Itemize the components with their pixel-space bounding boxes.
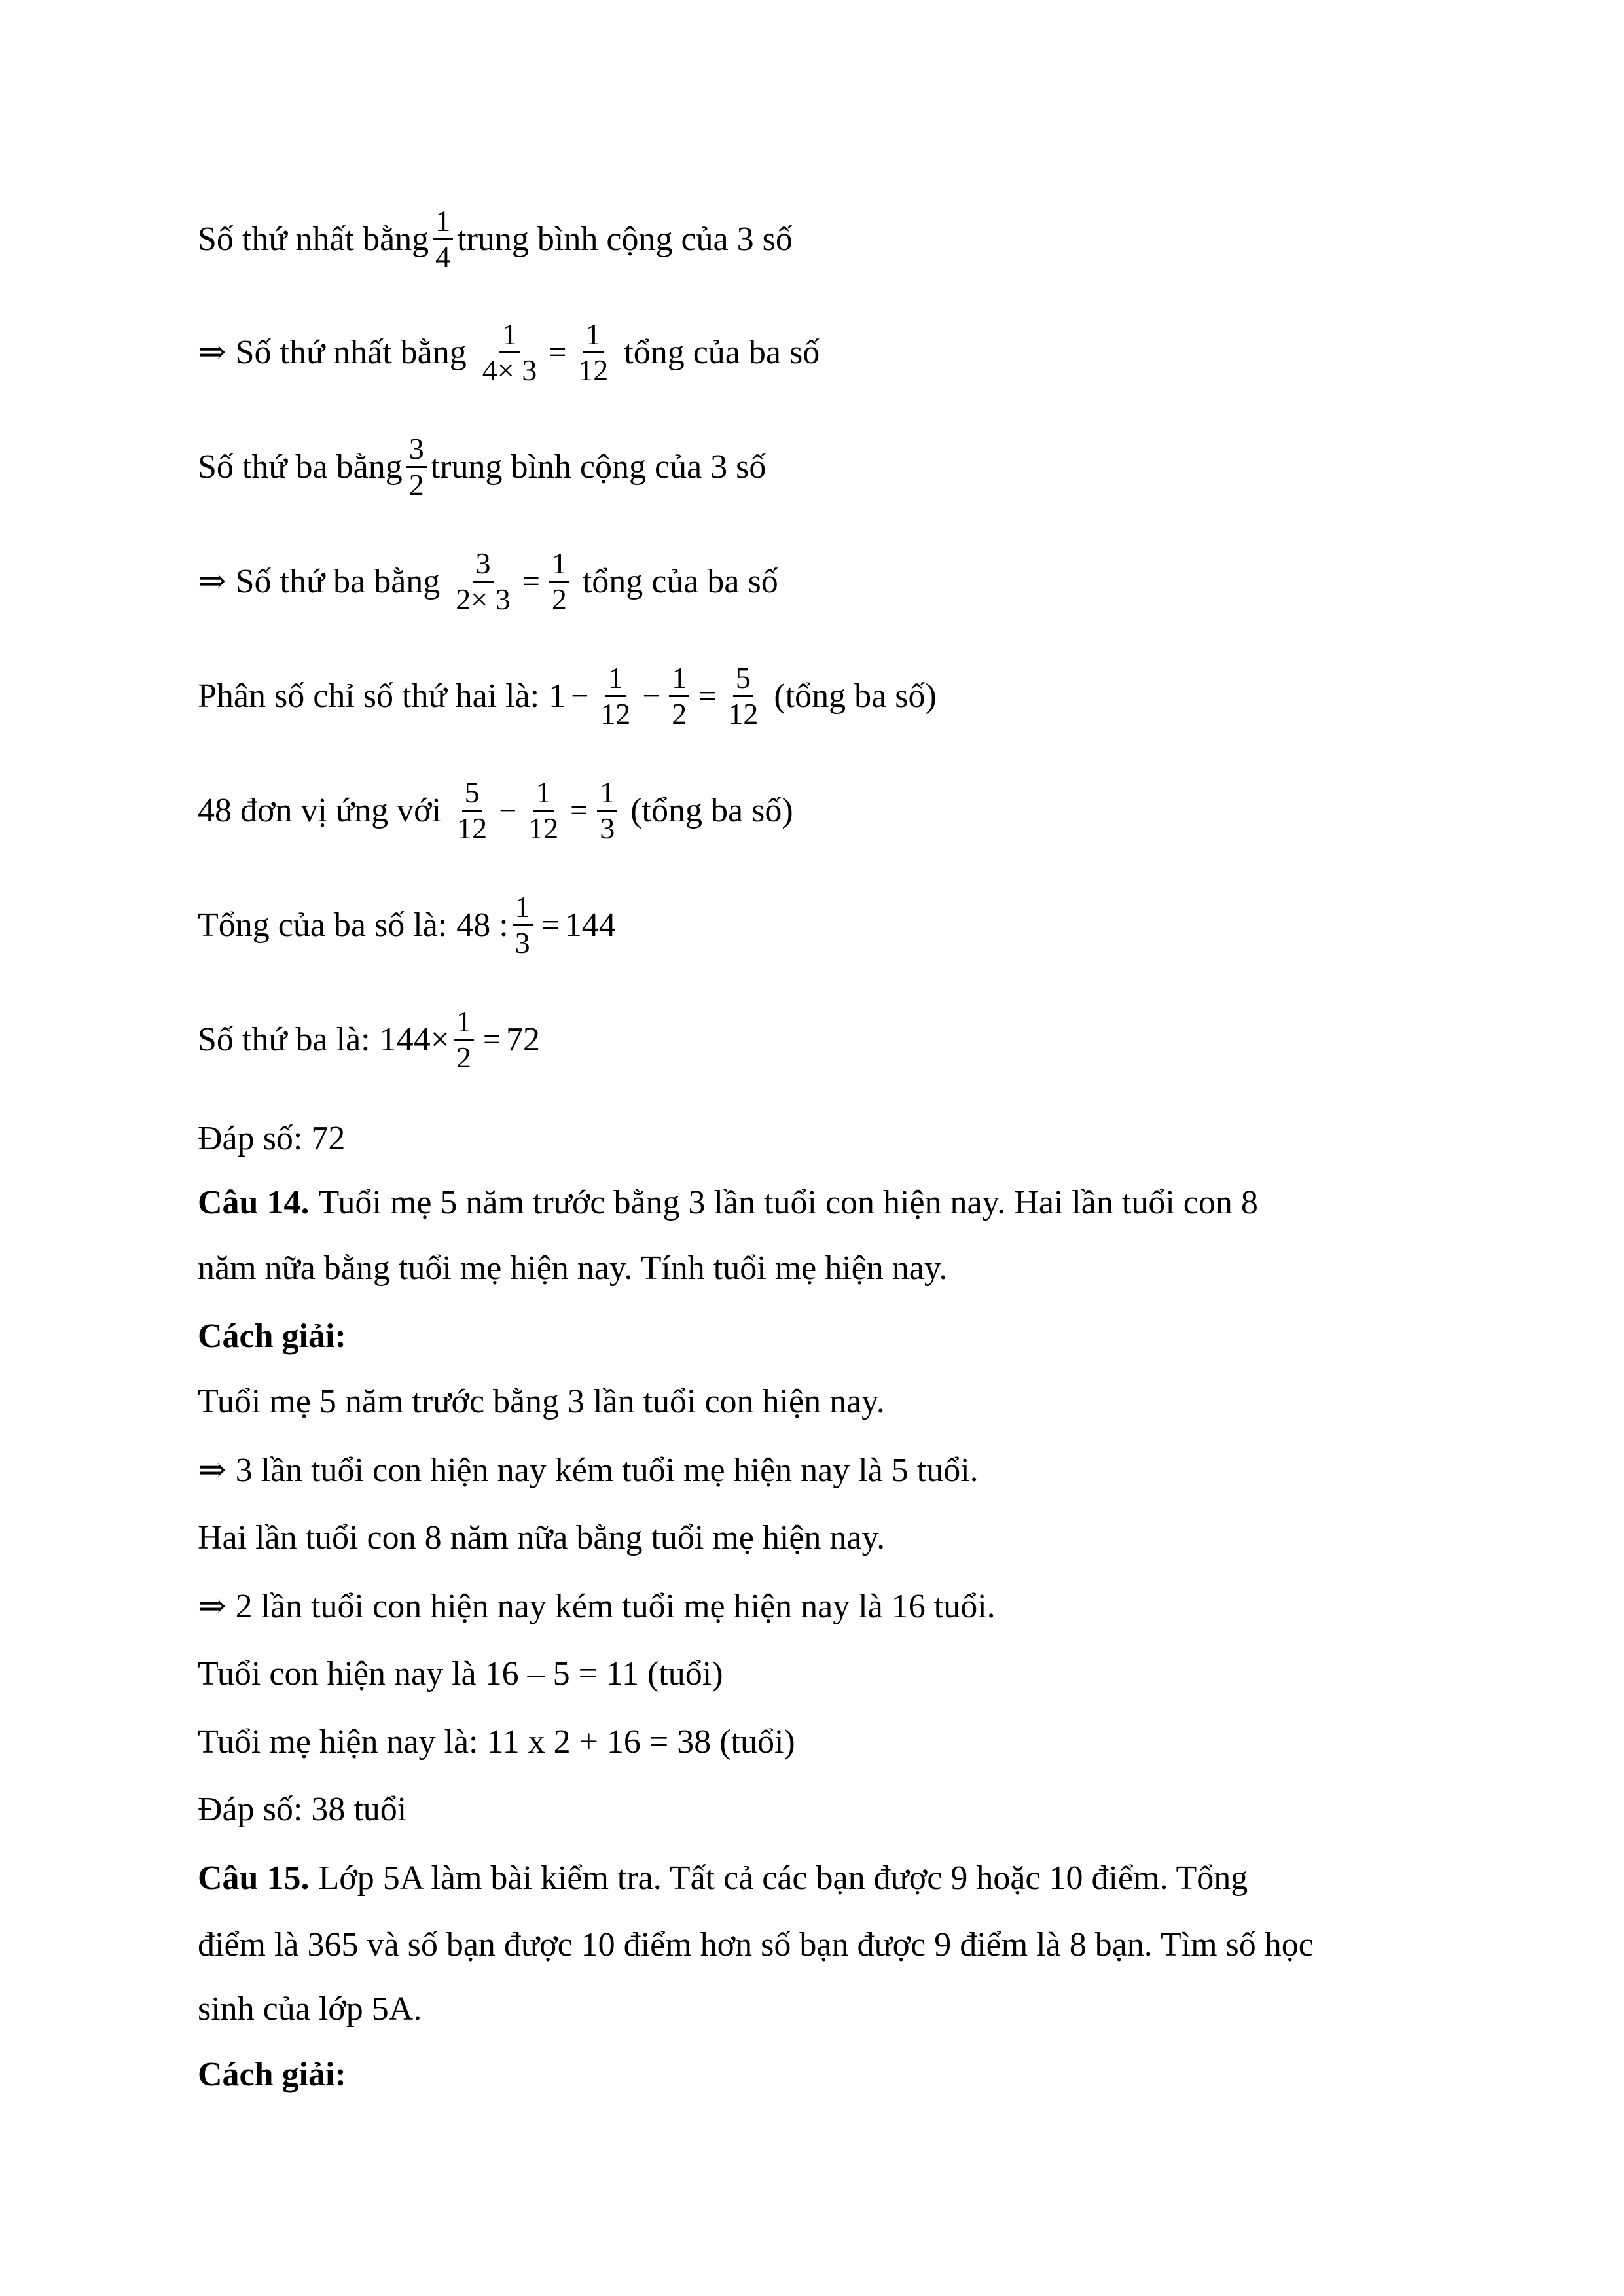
- denominator: 12: [578, 353, 609, 387]
- denominator: 2× 3: [456, 583, 511, 616]
- fraction: [598, 661, 633, 731]
- text: Hai lần tuổi con 8 năm nữa bằng tuổi mẹ hiện nay.: [198, 1519, 886, 1556]
- numerator: 1: [513, 890, 533, 926]
- implies-icon: ⇒: [198, 1452, 226, 1489]
- fraction: [433, 204, 453, 274]
- text: trung bình cộng của 3 số: [457, 220, 793, 258]
- minus: −: [499, 793, 517, 828]
- line-third-number: [198, 432, 766, 502]
- text: Đáp số: 72: [198, 1120, 346, 1157]
- implies-icon: ⇒: [198, 562, 226, 600]
- question-15-cont: [198, 1926, 1314, 1965]
- text: Số thứ ba là:: [198, 1020, 370, 1058]
- question-text: sinh của lớp 5A.: [198, 1990, 422, 2028]
- fraction: [526, 776, 561, 846]
- implies-icon: ⇒: [198, 333, 226, 371]
- text: Đáp số: 38 tuổi: [198, 1791, 407, 1828]
- denominator: 12: [600, 697, 631, 730]
- numerator: 5: [733, 661, 753, 697]
- text: Phân số chỉ số thứ hai là:: [198, 677, 540, 715]
- text: trung bình cộng của 3 số: [430, 448, 767, 486]
- equals: =: [522, 564, 540, 599]
- fraction: [454, 776, 490, 846]
- denominator: 4× 3: [482, 353, 537, 387]
- text: Số thứ ba bằng: [235, 562, 441, 600]
- question-text: điểm là 365 và số bạn được 10 điểm hơn số bạn được 9 điểm là 8 bạn. Tìm số học: [198, 1926, 1314, 1964]
- text: Tuổi mẹ 5 năm trước bằng 3 lần tuổi con hiện nay.: [198, 1383, 885, 1420]
- numerator: 1: [605, 661, 626, 697]
- equals: =: [482, 1022, 501, 1057]
- sol14-line4: [198, 1587, 996, 1626]
- numerator: 1: [433, 204, 453, 240]
- text: 2 lần tuổi con hiện nay kém tuổi mẹ hiện nay là 16 tuổi.: [235, 1588, 996, 1625]
- fraction: [575, 317, 611, 387]
- numerator: 1: [499, 317, 520, 353]
- implies-icon: ⇒: [198, 1588, 226, 1625]
- line-third-number-value: [198, 1005, 540, 1075]
- fraction: [454, 1005, 474, 1075]
- fraction: [453, 547, 513, 617]
- numerator: 1: [549, 547, 569, 583]
- numerator: 1: [669, 661, 689, 697]
- solution-heading: Cách giải:: [198, 1318, 346, 1355]
- denominator: 2: [551, 583, 567, 616]
- text: 48 đơn vị ứng với: [198, 791, 442, 829]
- question-text: Lớp 5A làm bài kiểm tra. Tất cả các bạn được 9 hoặc 10 điểm. Tổng: [318, 1859, 1248, 1897]
- numerator: 1: [454, 1005, 474, 1041]
- fraction: [725, 661, 761, 731]
- equals: =: [570, 793, 588, 828]
- minus: −: [571, 678, 589, 713]
- solution-heading: Cách giải:: [198, 2056, 346, 2093]
- sol14-line3: [198, 1518, 885, 1558]
- solution-heading-14: [198, 1317, 346, 1356]
- question-14: [198, 1183, 1258, 1223]
- line-first-number-total: [198, 317, 820, 387]
- denominator: 12: [528, 812, 559, 845]
- equals: =: [698, 678, 717, 713]
- numerator: 1: [597, 776, 617, 812]
- denominator: 4: [435, 240, 451, 274]
- fraction: [669, 661, 689, 731]
- fraction: [549, 547, 569, 617]
- line-total-sum: [198, 890, 616, 960]
- result: 72: [506, 1020, 541, 1058]
- denominator: 12: [457, 812, 488, 845]
- question-15-cont2: [198, 1990, 422, 2029]
- numerator: 3: [406, 432, 427, 468]
- equals: =: [549, 334, 567, 370]
- denominator: 3: [514, 926, 530, 960]
- answer-13: [198, 1119, 345, 1158]
- denominator: 2: [408, 468, 424, 501]
- answer-14: [198, 1790, 406, 1829]
- text: tổng của ba số: [582, 562, 778, 600]
- equals: =: [541, 907, 560, 942]
- text: 3 lần tuổi con hiện nay kém tuổi mẹ hiện nay là 5 tuổi.: [235, 1452, 979, 1489]
- question-14-cont: [198, 1249, 947, 1288]
- denominator: 2: [456, 1041, 471, 1074]
- minus: −: [642, 678, 660, 713]
- fraction: [406, 432, 427, 502]
- numerator: 3: [473, 547, 494, 583]
- text: (tổng ba số): [774, 677, 937, 715]
- line-first-number: [198, 204, 793, 274]
- result: 144: [564, 906, 616, 944]
- text: tổng của ba số: [624, 333, 820, 371]
- fraction: [597, 776, 617, 846]
- sol14-line5: [198, 1655, 723, 1694]
- question-label: Câu 15.: [198, 1859, 310, 1897]
- question-15: [198, 1859, 1248, 1898]
- value: 48 :: [456, 906, 509, 944]
- fraction: [513, 890, 533, 960]
- solution-heading-15: [198, 2055, 346, 2094]
- text: Tổng của ba số là:: [198, 906, 448, 944]
- line-second-number-fraction: [198, 661, 937, 731]
- question-text: năm nữa bằng tuổi mẹ hiện nay. Tính tuổi mẹ hiện nay.: [198, 1249, 948, 1287]
- denominator: 2: [672, 697, 687, 730]
- numerator: 5: [462, 776, 482, 812]
- numerator: 1: [583, 317, 604, 353]
- text: Số thứ nhất bằng: [198, 220, 429, 258]
- denominator: 12: [728, 697, 759, 730]
- text: Số thứ ba bằng: [198, 448, 403, 486]
- one: 1: [549, 677, 566, 715]
- question-label: Câu 14.: [198, 1184, 310, 1221]
- sol14-line6: [198, 1723, 795, 1762]
- line-48-units: [198, 776, 793, 846]
- numerator: 1: [533, 776, 554, 812]
- sol14-line2: [198, 1451, 979, 1490]
- line-third-number-total: [198, 547, 778, 617]
- value: 144×: [379, 1020, 450, 1058]
- fraction: [480, 317, 539, 387]
- text: Tuổi con hiện nay là 16 – 5 = 11 (tuổi): [198, 1655, 723, 1693]
- denominator: 3: [600, 812, 615, 845]
- question-text: Tuổi mẹ 5 năm trước bằng 3 lần tuổi con hiện nay. Hai lần tuổi con 8: [318, 1184, 1258, 1221]
- text: Số thứ nhất bằng: [235, 333, 467, 371]
- sol14-line1: [198, 1382, 885, 1422]
- text: (tổng ba số): [630, 791, 793, 829]
- text: Tuổi mẹ hiện nay là: 11 x 2 + 16 = 38 (tuổi): [198, 1723, 795, 1761]
